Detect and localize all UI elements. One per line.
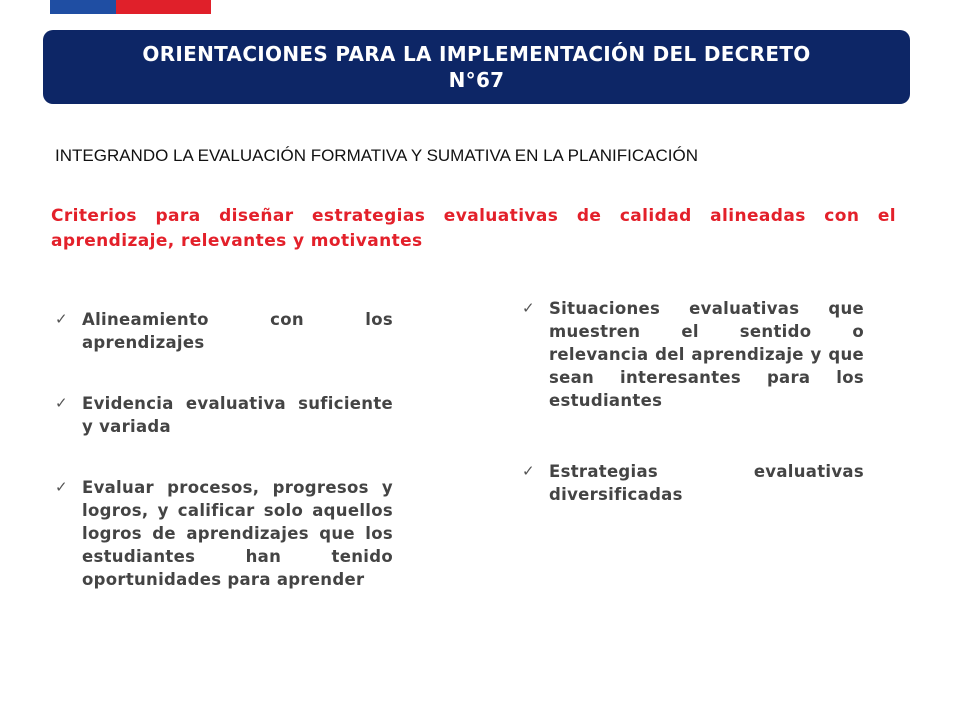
flag-blue-segment bbox=[50, 0, 116, 14]
left-criteria-list bbox=[55, 308, 393, 591]
flag-red-segment bbox=[116, 0, 211, 14]
list-item-text: Situaciones evaluativas que muestren el sentido o relevancia del aprendizaje y que sean interesantes para los estudiantes bbox=[549, 299, 864, 410]
flag-stripe bbox=[50, 0, 211, 14]
criteria-heading: Criterios para diseñar estrategias evaluativas de calidad alineadas con el aprendizaje, relevantes y motivantes bbox=[51, 206, 896, 251]
title-banner bbox=[43, 30, 910, 104]
list-item-text: Evaluar procesos, progresos y logros, y calificar solo aquellos logros de aprendizajes que los estudiantes han tenido oportunidades para aprender bbox=[82, 478, 393, 589]
check-icon: ✓ bbox=[55, 310, 68, 328]
list-item bbox=[55, 308, 393, 354]
section-subtitle: INTEGRANDO LA EVALUACIÓN FORMATIVA Y SUMATIVA EN LA PLANIFICACIÓN bbox=[55, 146, 699, 165]
list-item bbox=[522, 460, 864, 506]
right-criteria-list bbox=[522, 297, 864, 506]
list-item-text: Evidencia evaluativa suficiente y variada bbox=[82, 394, 393, 436]
list-item bbox=[522, 297, 864, 412]
list-item-text: Estrategias evaluativas diversificadas bbox=[549, 462, 864, 504]
check-icon: ✓ bbox=[522, 299, 535, 317]
list-item bbox=[55, 392, 393, 438]
list-item bbox=[55, 476, 393, 591]
list-item-text: Alineamiento con los aprendizajes bbox=[82, 310, 393, 352]
page-title: ORIENTACIONES PARA LA IMPLEMENTACIÓN DEL DECRETO N°67 bbox=[142, 42, 811, 92]
check-icon: ✓ bbox=[55, 394, 68, 412]
check-icon: ✓ bbox=[55, 478, 68, 496]
check-icon: ✓ bbox=[522, 462, 535, 480]
